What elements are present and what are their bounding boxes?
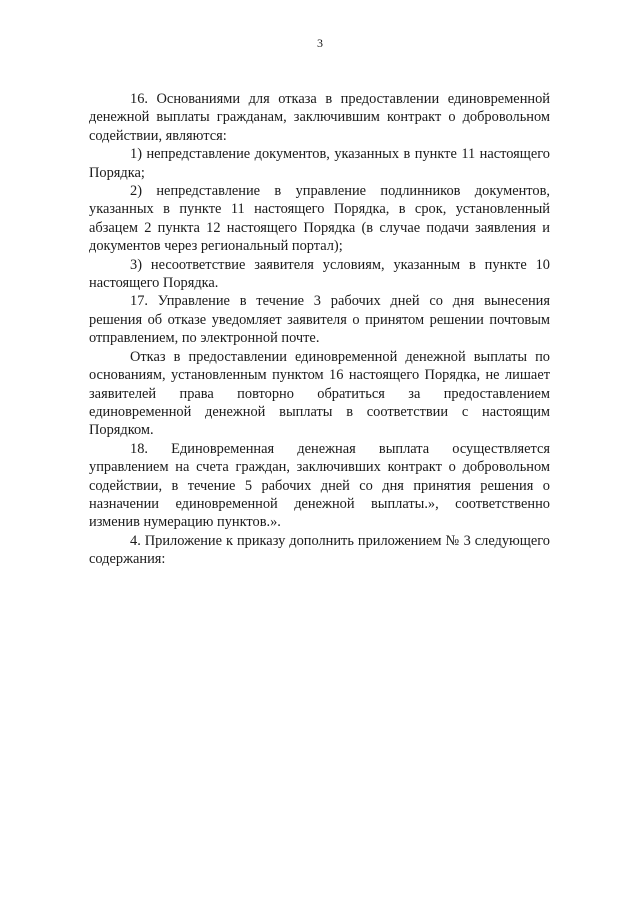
paragraph-18: 18. Единовременная денежная выплата осуществляется управлением на счета граждан, заключивших контракт о добровольном содействии, в течение 5 рабочих дней со дня принятия решения о назначении единовременной денежной выплаты.», соответственно изменив нумерацию пунктов.». (89, 440, 550, 531)
paragraph-refusal-note: Отказ в предоставлении единовременной денежной выплаты по основаниям, установленным пунктом 16 настоящего Порядка, не лишает заявителей права повторно обратиться за предоставлением единовременной денежной выплаты в соответствии с настоящим Порядком. (89, 348, 550, 439)
paragraph-16: 16. Основаниями для отказа в предоставлении единовременной денежной выплаты гражданам, заключившим контракт о добровольном содействии, являются: (89, 91, 550, 144)
paragraph-16-item-1: 1) непредставление документов, указанных в пункте 11 настоящего Порядка; (89, 146, 550, 181)
paragraph-16-item-3: 3) несоответствие заявителя условиям, указанным в пункте 10 настоящего Порядка. (89, 256, 550, 292)
paragraph-4-appendix: 4. Приложение к приказу дополнить приложением № 3 следующего содержания: (89, 532, 550, 568)
paragraph-17: 17. Управление в течение 3 рабочих дней со дня вынесения решения об отказе уведомляет заявителя о принятом решении почтовым отправлением, по электронной почте. (89, 293, 550, 347)
page-number: 3 (317, 36, 323, 50)
document-body (89, 90, 550, 569)
paragraph-16-item-2: 2) непредставление в управление подлинников документов, указанных в пункте 11 настоящего Порядка, в срок, установленный абзацем 2 пункта 12 настоящего Порядка (в случае подачи заявления и документов через региональный портал); (89, 183, 550, 255)
